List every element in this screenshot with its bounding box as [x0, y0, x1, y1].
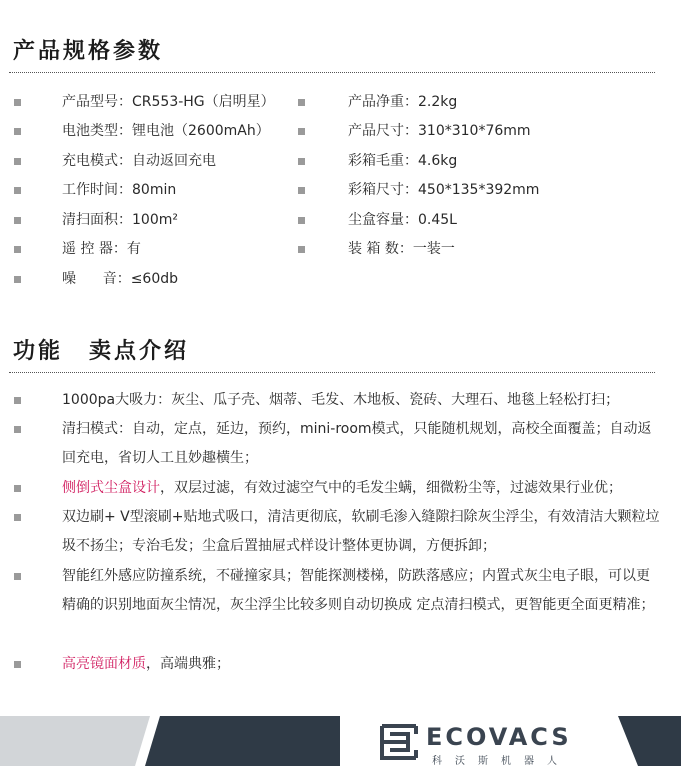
bullet-icon — [298, 128, 305, 135]
feature-item: 智能红外感应防撞系统，不碰撞家具；智能探测楼梯，防跌落感应；内置式灰尘电子眼，可以更精确的识别地面灰尘情况，灰尘浮尘比较多则自动切换成 定点清扫模式，更智能更全面更精准； — [62, 568, 655, 613]
spec-item: 遥 控 器：有 — [62, 241, 141, 257]
spec-item: 彩箱尺寸：450*135*392mm — [348, 182, 540, 198]
bullet-icon — [298, 187, 305, 194]
bullet-icon — [298, 99, 305, 106]
ecovacs-logo-icon — [378, 722, 422, 762]
bullet-icon — [14, 573, 21, 580]
spec-item: 工作时间：80min — [62, 182, 177, 198]
specs-divider — [9, 72, 655, 73]
bullet-icon — [14, 187, 21, 194]
bullet-icon — [14, 485, 21, 492]
bullet-icon — [14, 397, 21, 404]
bullet-icon — [14, 217, 21, 224]
spec-item: 彩箱毛重：4.6kg — [348, 153, 458, 169]
bullet-icon — [14, 426, 21, 433]
footer-band-right — [618, 716, 681, 766]
brand-name: ECOVACS — [426, 723, 572, 751]
spec-item: 装 箱 数：一装一 — [348, 241, 455, 257]
bullet-icon — [14, 246, 21, 253]
spec-item: 产品型号：CR553-HG（启明星） — [62, 94, 275, 110]
footer-band-left — [0, 716, 340, 766]
feature-item: 双边刷+ V型滚刷+贴地式吸口，清洁更彻底，软刷毛渗入缝隙扫除灰尘浮尘，有效清洁大颗粒垃圾不扬尘；专治毛发；尘盒后置抽屉式样设计整体更协调，方便拆卸； — [62, 509, 660, 554]
bullet-icon — [298, 217, 305, 224]
spec-item: 清扫面积：100m² — [62, 212, 178, 228]
bullet-icon — [14, 514, 21, 521]
spec-item: 电池类型：锂电池（2600mAh） — [62, 123, 270, 139]
spec-item: 尘盒容量：0.45L — [348, 212, 457, 228]
spec-item: 产品尺寸：310*310*76mm — [348, 123, 531, 139]
bullet-icon — [298, 158, 305, 165]
feature-item: 侧倒式尘盒设计，双层过滤，有效过滤空气中的毛发尘螨，细微粉尘等，过滤效果行业优； — [62, 480, 622, 496]
features-divider — [9, 372, 655, 373]
bullet-icon — [14, 158, 21, 165]
feature-item: 清扫模式：自动，定点，延边，预约，mini-room模式，只能随机规划，高校全面覆盖；自动返回充电，省切人工且妙趣横生； — [62, 421, 652, 466]
feature-item: 1000pa大吸力：灰尘、瓜子壳、烟蒂、毛发、木地板、瓷砖、大理石、地毯上轻松打扫； — [62, 392, 620, 408]
bullet-icon — [14, 99, 21, 106]
brand-name-cn: 科沃斯机器人 — [432, 756, 570, 767]
spec-item: 噪 音：≤60db — [62, 271, 179, 287]
bullet-icon — [14, 128, 21, 135]
bullet-icon — [14, 276, 21, 283]
feature-item: 高亮镜面材质，高端典雅； — [62, 656, 230, 672]
bullet-icon — [298, 246, 305, 253]
spec-item: 产品净重：2.2kg — [348, 94, 458, 110]
specs-title: 产品规格参数 — [13, 39, 164, 64]
features-title: 功能 卖点介绍 — [13, 339, 190, 364]
spec-item: 充电模式：自动返回充电 — [62, 153, 216, 169]
bullet-icon — [14, 661, 21, 668]
